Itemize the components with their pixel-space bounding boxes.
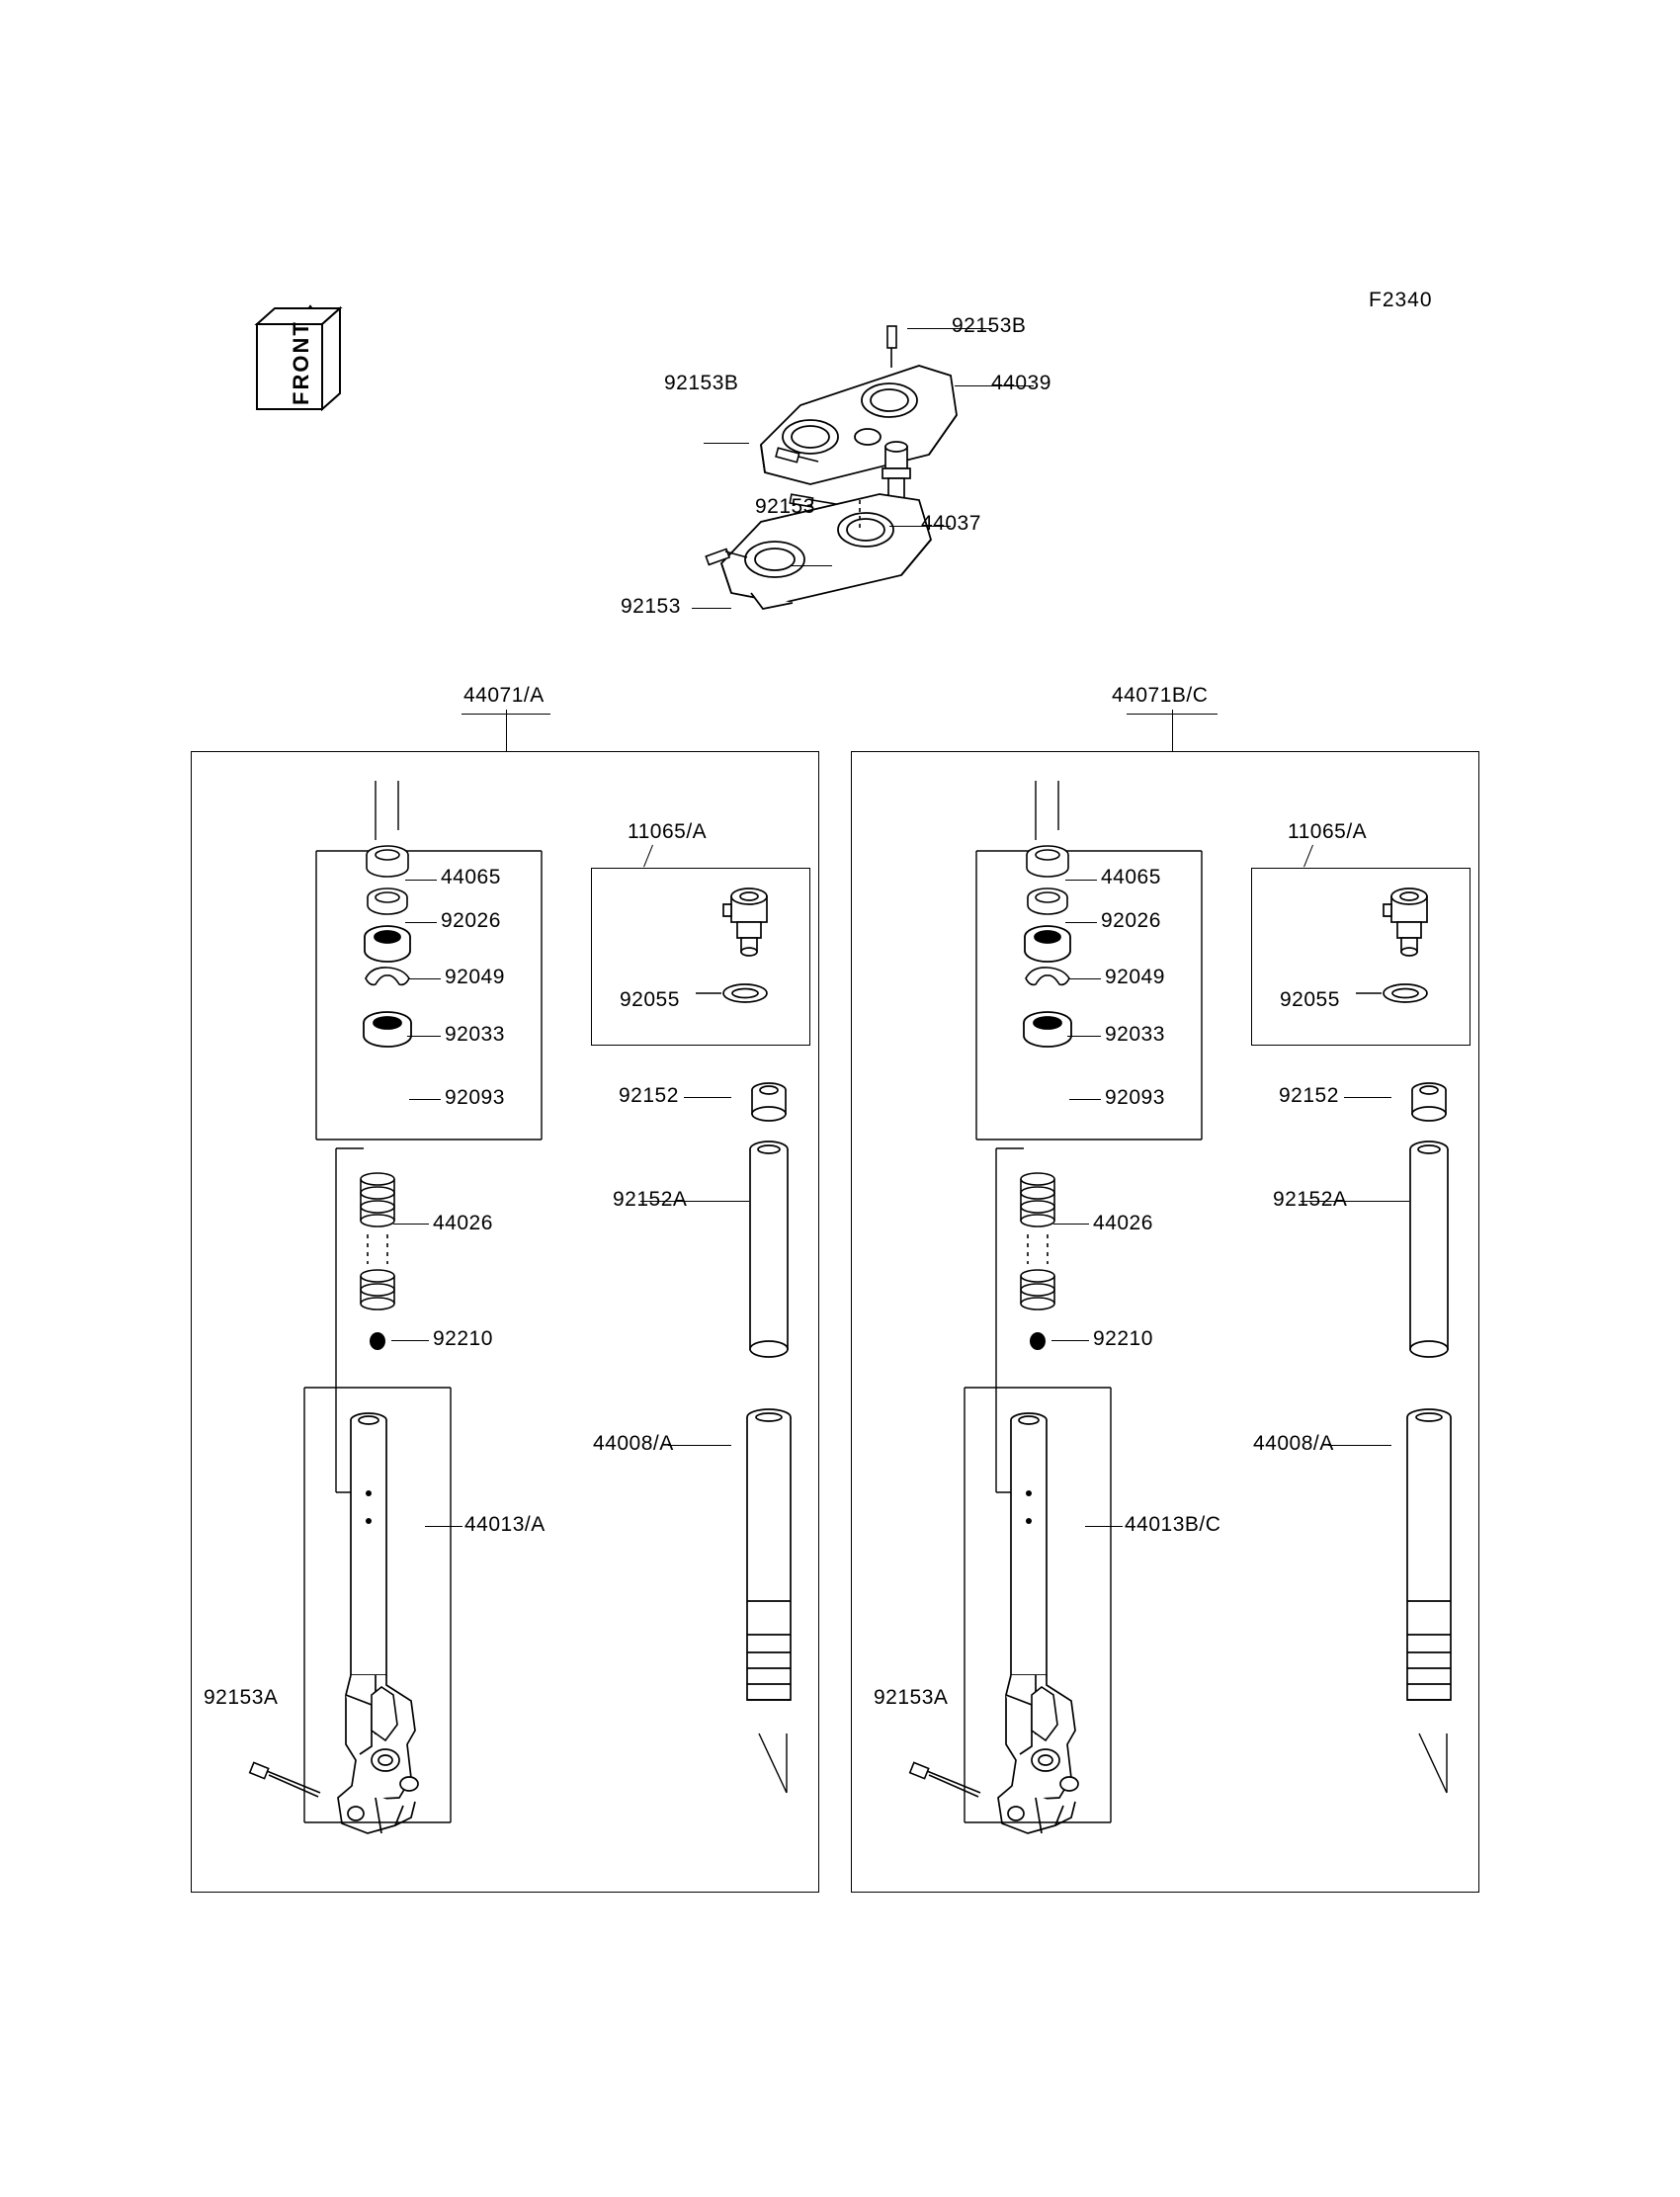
part-label-44037: 44037 <box>921 512 981 535</box>
part-label-92033-left: 92033 <box>445 1023 505 1046</box>
right-fork-leg-bracket <box>963 1071 1140 1901</box>
leader-44065-r <box>1065 880 1097 881</box>
part-label-92152-left: 92152 <box>619 1084 679 1107</box>
group-label-right: 44071B/C <box>1112 684 1209 707</box>
part-label-44065-right: 44065 <box>1101 866 1161 888</box>
right-fork-cap-art <box>1257 875 1465 1043</box>
leader-44008-l <box>668 1445 731 1446</box>
front-direction-marker <box>245 314 348 409</box>
group-leader-right <box>1172 710 1173 751</box>
right-seal-kit-parts-art <box>996 781 1115 1097</box>
part-label-92093-left: 92093 <box>445 1086 505 1109</box>
right-collar-art <box>1372 1072 1490 1428</box>
part-label-92055-left: 92055 <box>620 988 680 1011</box>
steering-stem-assembly-art <box>692 306 1107 721</box>
part-label-92153a-left: 92153A <box>204 1686 279 1709</box>
part-label-92153a-right: 92153A <box>874 1686 949 1709</box>
part-label-44026-right: 44026 <box>1093 1212 1153 1234</box>
leader-92153-upper <box>791 565 832 566</box>
part-label-92055-right: 92055 <box>1280 988 1340 1011</box>
part-label-44008-left: 44008/A <box>593 1432 674 1455</box>
left-fork-cap-art <box>597 875 804 1043</box>
left-inner-tube-art <box>712 1403 830 1799</box>
group-label-11065-right: 11065/A <box>1288 820 1368 843</box>
leader-92026-r <box>1065 922 1097 923</box>
group-leader-left <box>506 710 507 751</box>
leader-92033-r <box>1067 1036 1101 1037</box>
leader-92152-l <box>684 1097 731 1098</box>
group-label-left: 44071/A <box>463 684 545 707</box>
part-label-92153b-left: 92153B <box>664 372 739 394</box>
leader-92049-r <box>1069 978 1101 979</box>
part-label-92049-right: 92049 <box>1105 966 1165 988</box>
part-label-44013-right: 44013B/C <box>1125 1513 1221 1536</box>
leader-92153-lower <box>692 608 731 609</box>
part-label-92026-right: 92026 <box>1101 909 1161 932</box>
part-label-92210-left: 92210 <box>433 1327 493 1350</box>
leader-92033-l <box>407 1036 441 1037</box>
part-label-92153b-right: 92153B <box>952 314 1027 337</box>
group-leader-right-bar <box>1127 714 1218 715</box>
left-fork-leg-bracket <box>302 1071 480 1901</box>
group-label-11065-left: 11065/A <box>628 820 708 843</box>
leader-44008-r <box>1328 1445 1391 1446</box>
leader-92152-r <box>1344 1097 1391 1098</box>
part-label-92210-right: 92210 <box>1093 1327 1153 1350</box>
part-label-92153-upper: 92153 <box>755 495 815 518</box>
part-label-44065-left: 44065 <box>441 866 501 888</box>
leader-92026-l <box>405 922 437 923</box>
part-label-92152a-right: 92152A <box>1273 1188 1348 1211</box>
left-collar-art <box>712 1072 830 1428</box>
group-leader-left-bar <box>462 714 550 715</box>
part-label-92093-right: 92093 <box>1105 1086 1165 1109</box>
part-label-92026-left: 92026 <box>441 909 501 932</box>
leader-44065-l <box>405 880 437 881</box>
diagram-code: F2340 <box>1369 289 1433 311</box>
leader-92153b-left <box>704 443 749 444</box>
part-label-92152a-left: 92152A <box>613 1188 688 1211</box>
left-seal-kit-parts-art <box>336 781 455 1097</box>
part-label-44026-left: 44026 <box>433 1212 493 1234</box>
part-label-92033-right: 92033 <box>1105 1023 1165 1046</box>
part-label-92153-lower: 92153 <box>621 595 681 618</box>
front-label: FRONT <box>289 320 313 405</box>
part-label-44013-left: 44013/A <box>464 1513 546 1536</box>
part-label-92049-left: 92049 <box>445 966 505 988</box>
right-inner-tube-art <box>1372 1403 1490 1799</box>
part-label-44039: 44039 <box>991 372 1051 394</box>
part-label-92152-right: 92152 <box>1279 1084 1339 1107</box>
part-label-44008-right: 44008/A <box>1253 1432 1334 1455</box>
leader-92049-l <box>409 978 441 979</box>
